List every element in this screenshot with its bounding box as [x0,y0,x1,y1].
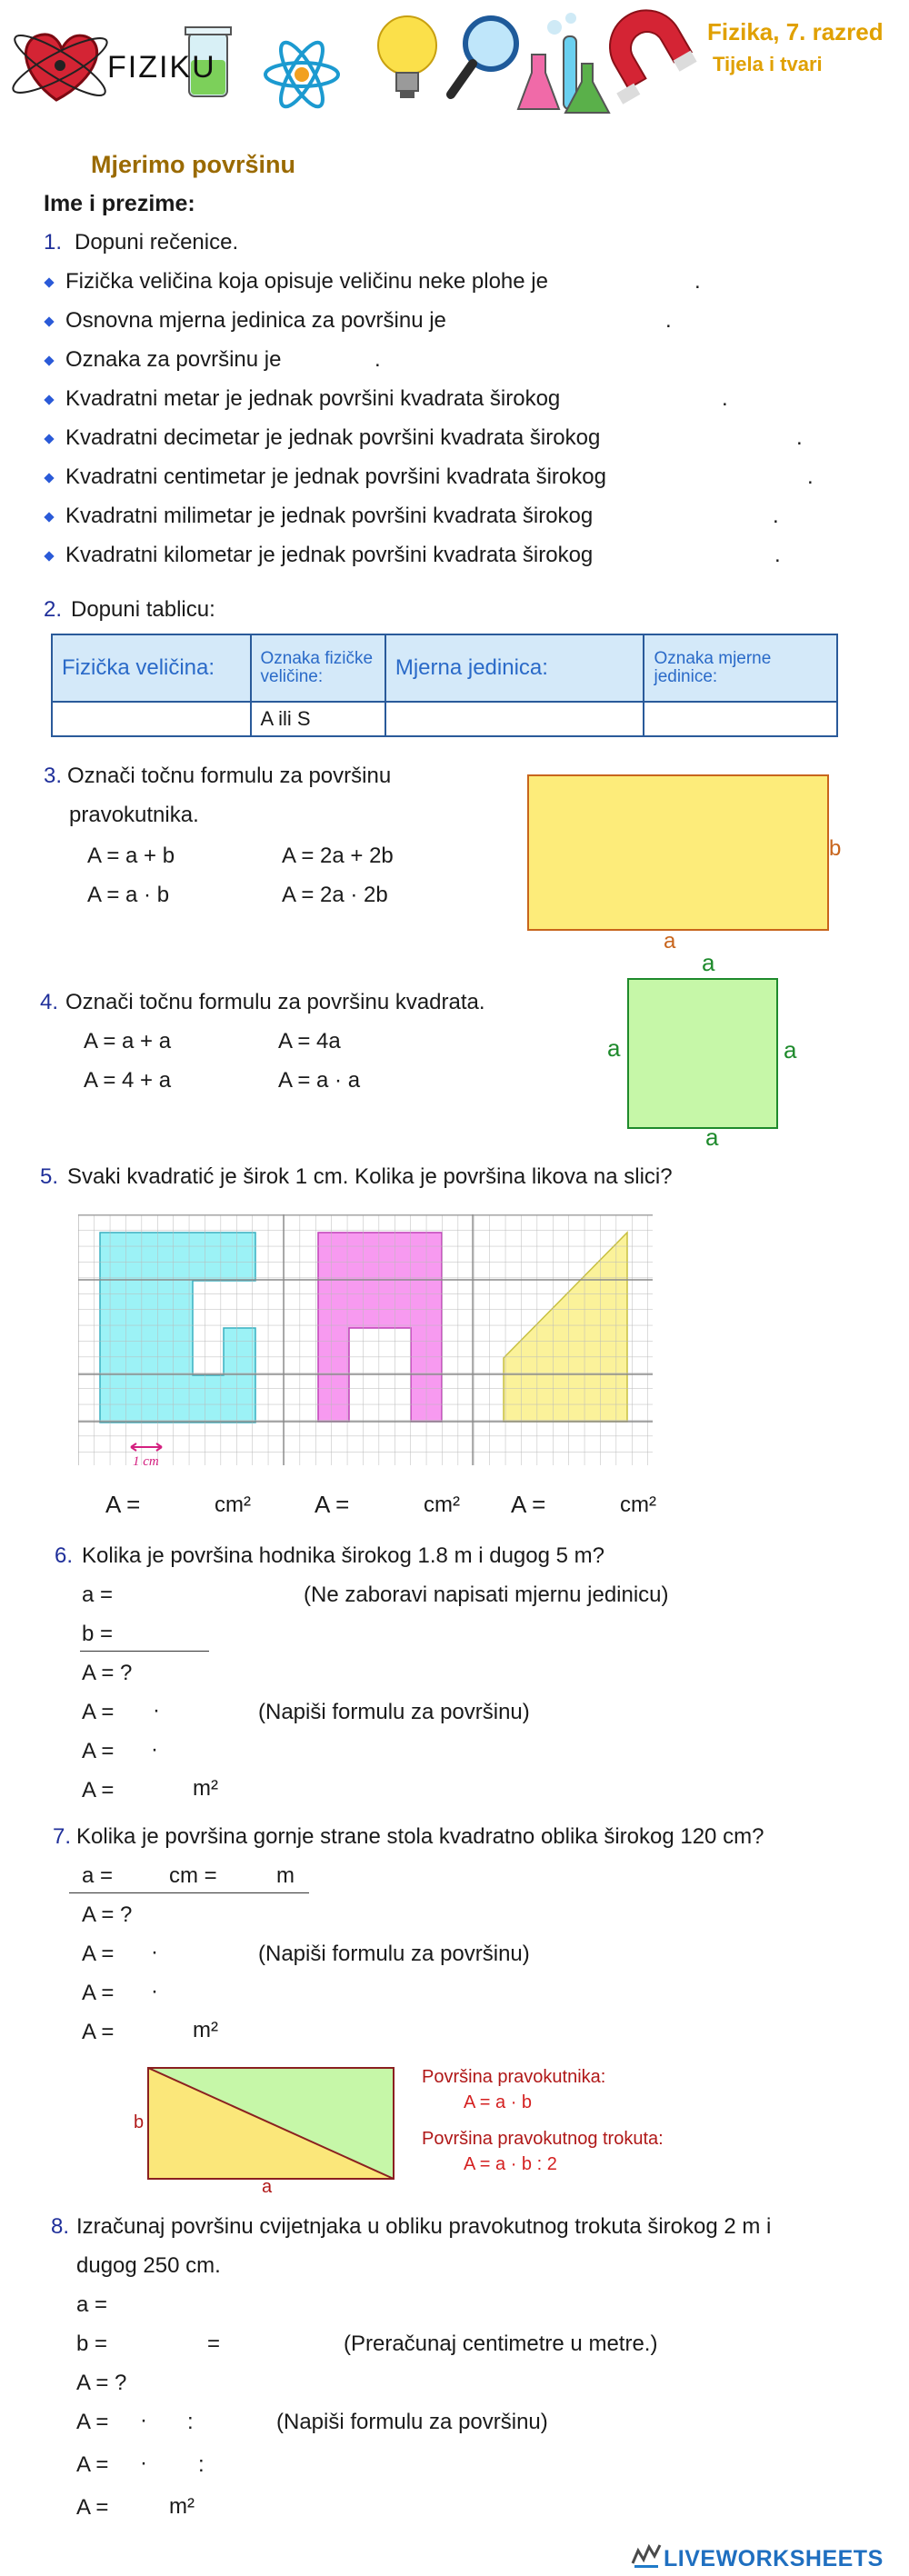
q2-cell-unit[interactable] [385,702,644,736]
q3-label-a: a [664,929,676,954]
q1-answer-input[interactable] [644,541,774,570]
name-label: Ime i prezime: [44,191,195,216]
triangle-area-formula: A = a · b : 2 [464,2154,557,2174]
q6-input-b[interactable] [125,1621,211,1650]
rect-area-title: Površina pravokutnika: [422,2067,606,2087]
q8-equals: = [207,2331,221,2356]
q1-sentence-end: . [665,308,672,333]
q7-line-a-cm: cm = [169,1863,217,1888]
q1-sentence-end: . [807,464,814,489]
q8-result-input[interactable] [120,2494,173,2523]
q2-cell-symbol: A ili S [251,702,385,736]
q3-option[interactable]: A = a · b [87,883,170,907]
bullet-icon [44,434,54,444]
q4-label-right: a [784,1036,797,1063]
q8-dot: · [140,2451,147,2475]
q4-label-bottom: a [705,1123,719,1151]
atom-heart-icon [7,26,113,104]
q1-sentence-end: . [694,269,701,294]
q5-answer-unit: cm² [215,1493,251,1517]
q6-result-input[interactable] [127,1777,191,1806]
q6-hint-unit: (Ne zaboravi napisati mjernu jedinicu) [304,1583,669,1607]
q7-dot: · [151,1979,158,2003]
q4-prompt: Označi točnu formulu za površinu kvadrata. [65,990,485,1014]
q7-result-input[interactable] [127,2019,191,2048]
q6-line-result: A = [82,1778,115,1802]
q2-header-unit-symbol: Oznaka mjerne jedinice: [644,634,837,702]
q3-number: 3. [44,764,63,788]
q3-option[interactable]: A = 2a + 2b [282,844,394,868]
q4-label-top: a [702,949,715,976]
q4-option[interactable]: A = a · a [278,1068,361,1093]
q7-prompt: Kolika je površina gornje strane stola kvadratno oblika širokog 120 cm? [76,1824,764,1849]
q8-line-a: a = [76,2292,108,2317]
q7-line-formula: A = [82,1942,115,1966]
q7-line-result: A = [82,2020,115,2044]
name-input[interactable] [209,189,576,218]
q1-answer-input[interactable] [296,345,376,374]
q2-table [51,634,838,737]
q5-answer-label: A = [105,1491,141,1518]
q4-number: 4. [40,990,59,1014]
q3-prompt-line1: Označi točnu formulu za površinu [67,764,392,788]
q8-hint-formula: (Napiši formulu za površinu) [276,2410,548,2434]
footer-brand-text: LIVEWORKSHEETS [664,2546,884,2571]
q4-option[interactable]: A = 4 + a [84,1068,172,1093]
bullet-icon [44,512,54,522]
q1-answer-input[interactable] [644,502,765,531]
rect-area-formula: A = a · b [464,2092,533,2112]
figure7-label-b: b [134,2112,145,2132]
q3-option[interactable]: A = a + b [87,844,175,868]
atom-icon [265,37,338,112]
q6-result-unit: m² [193,1776,218,1801]
bullet-icon [44,277,54,287]
q1-sentence: Kvadratni milimetar je jednak površini kvadrata širokog [65,504,594,528]
magnet-icon [596,0,696,105]
q6-dot: · [153,1698,160,1722]
q3-prompt-line2: pravokutnika. [69,803,199,827]
worksheet-title: Mjerimo površinu [91,151,296,178]
q7-dot: · [151,1940,158,1964]
q8-dot: · [140,2408,147,2432]
q8-prompt-line1: Izračunaj površinu cvijetnjaka u obliku pravokutnog trokuta širokog 2 m i [76,2214,772,2239]
q7-separator [69,1892,309,1893]
q7-result-unit: m² [193,2018,218,2042]
q2-cell-quantity[interactable] [52,702,251,736]
q8-line-result: A = [76,2495,109,2520]
q4-square [627,978,778,1129]
q1-sentence-end: . [796,425,803,450]
q1-answer-input[interactable] [664,463,804,492]
q1-sentence: Kvadratni kilometar je jednak površini kvadrata širokog [65,543,594,567]
bullet-icon [44,355,54,365]
flasks-icon [518,13,609,113]
q5-answer-input[interactable] [151,1491,215,1520]
q8-colon: : [198,2452,205,2477]
q8-line-formula: A = [76,2410,109,2434]
q1-answer-input[interactable] [600,384,722,414]
q2-cell-unit-symbol[interactable] [644,702,837,736]
q7-line-a: a = [82,1863,114,1888]
q6-separator [80,1651,209,1652]
q5-scale-label: 1 cm [133,1454,159,1469]
q1-sentence: Kvadratni decimetar je jednak površini kvadrata širokog [65,425,601,450]
q7-line-a-m: m [276,1863,295,1888]
bullet-icon [44,316,54,326]
q8-input-a[interactable] [120,2291,233,2321]
q8-prompt-line2: dugog 250 cm. [76,2253,221,2278]
q6-line-a: a = [82,1583,114,1607]
q8-hint-convert: (Preračunaj centimetre u metre.) [344,2331,658,2356]
q8-input-b-m[interactable] [231,2331,335,2360]
q1-sentence-end: . [375,347,381,372]
q8-line-find: A = ? [76,2371,127,2395]
q1-answer-input[interactable] [480,306,665,335]
q1-sentence: Osnovna mjerna jedinica za površinu je [65,308,446,333]
q6-dot: · [151,1737,158,1762]
q6-number: 6. [55,1543,74,1568]
q8-line-b: b = [76,2331,108,2356]
header-title: Fizika, 7. razred [707,18,884,45]
q5-answer-input[interactable] [362,1491,424,1520]
header-banner [0,0,909,136]
q1-sentence: Oznaka za površinu je [65,347,282,372]
q8-number: 8. [51,2214,70,2239]
q1-number: 1. [44,230,63,255]
q1-prompt: Dopuni rečenice. [75,230,239,255]
q2-header-symbol: Oznaka fizičke veličine: [251,634,385,702]
q1-sentence-end: . [773,504,779,528]
q1-sentence: Kvadratni centimetar je jednak površini kvadrata širokog [65,464,606,489]
magnifier-icon [451,18,516,95]
q4-option[interactable]: A = 4a [278,1029,341,1053]
q6-line-b: b = [82,1622,114,1646]
q1-answer-input[interactable] [578,267,700,296]
liveworksheets-logo-icon [631,2543,662,2569]
q8-input-b-cm[interactable] [120,2331,211,2360]
light-bulb-icon [378,16,436,98]
q1-answer-input[interactable] [658,424,798,453]
q3-option[interactable]: A = 2a · 2b [282,883,388,907]
bullet-icon [44,473,54,483]
logo-text: FIZIKU [107,50,216,85]
q1-sentence: Kvadratni metar je jednak površini kvadrata širokog [65,386,561,411]
q6-prompt: Kolika je površina hodnika širokog 1.8 m i dugog 5 m? [82,1543,604,1568]
q6-line-find: A = ? [82,1661,133,1685]
bullet-icon [44,394,54,404]
q5-answer-label: A = [315,1491,350,1518]
q2-header-quantity: Fizička veličina: [52,634,251,702]
q2-number: 2. [44,597,63,622]
q1-sentence-end: . [722,386,728,411]
q5-answer-label: A = [511,1491,546,1518]
q1-sentence-end: . [774,543,781,567]
triangle-area-title: Površina pravokutnog trokuta: [422,2129,664,2149]
q5-number: 5. [40,1164,59,1189]
q3-rectangle [527,774,829,931]
q4-label-left: a [607,1034,621,1062]
q5-answer-unit: cm² [620,1493,656,1517]
q6-input-a[interactable] [125,1582,293,1611]
q5-grid-figure [78,1214,653,1482]
q5-answer-unit: cm² [424,1493,460,1517]
q8-result-unit: m² [169,2494,195,2519]
bullet-icon [44,551,54,561]
q7-line-substitute: A = [82,1981,115,2005]
q7-hint-formula: (Napiši formulu za površinu) [258,1942,530,1966]
q1-sentence: Fizička veličina koja opisuje veličinu neke plohe je [65,269,548,294]
q8-line-substitute: A = [76,2452,109,2477]
header-subtitle: Tijela i tvari [713,53,823,75]
q5-prompt: Svaki kvadratić je širok 1 cm. Kolika je površina likova na slici? [67,1164,673,1189]
rect-triangle-figure [147,2067,396,2182]
q2-header-unit: Mjerna jedinica: [385,634,644,702]
q2-prompt: Dopuni tablicu: [71,597,215,622]
figure7-label-a: a [262,2177,273,2197]
q3-label-b: b [829,836,842,861]
q6-line-formula: A = [82,1700,115,1724]
q5-answer-input[interactable] [558,1491,620,1520]
q4-option[interactable]: A = a + a [84,1029,172,1053]
q8-colon: : [187,2410,194,2434]
q6-line-substitute: A = [82,1739,115,1763]
q7-number: 7. [53,1824,72,1849]
q7-line-find: A = ? [82,1902,133,1927]
q6-hint-formula: (Napiši formulu za površinu) [258,1700,530,1724]
